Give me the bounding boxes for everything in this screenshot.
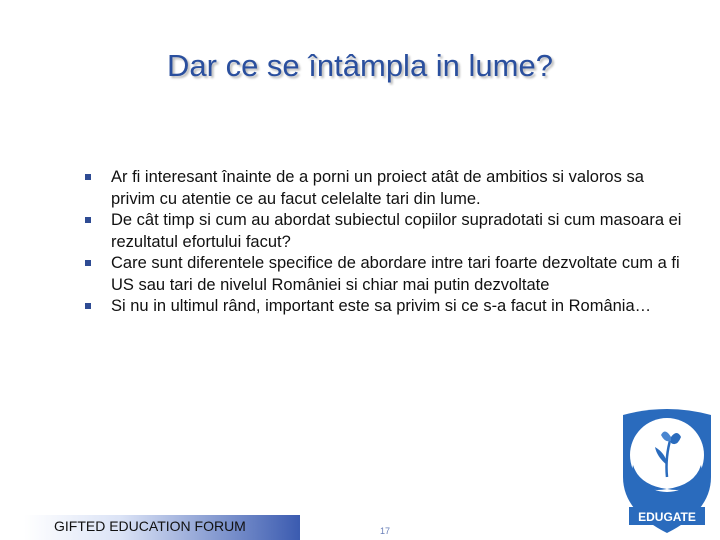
bullet-item	[85, 253, 685, 296]
bullet-text: Si nu in ultimul rând, important este sa privim si ce s-a facut in România…	[111, 297, 652, 315]
square-bullet-icon	[85, 174, 91, 180]
bullet-text: Care sunt diferentele specifice de abordare intre tari foarte dezvoltate cum a fi US sau tari de nivelul României si chiar mai putin dezvoltate	[111, 254, 680, 294]
page-number: 17	[380, 526, 391, 536]
bullet-text: Ar fi interesant înainte de a porni un proiect atât de ambitios si valoros sa privim cu atentie ce au facut celelalte tari din lume.	[111, 168, 644, 208]
square-bullet-icon	[85, 303, 91, 309]
footer-label: GIFTED EDUCATION FORUM	[54, 518, 246, 534]
bullet-item	[85, 210, 685, 253]
slide-title: Dar ce se întâmpla in lume?	[167, 48, 553, 83]
logo-text: EDUGATE	[638, 510, 696, 524]
bullet-list	[85, 167, 685, 318]
bullet-item	[85, 167, 685, 210]
edugate-logo	[621, 407, 713, 535]
footer-bar	[24, 515, 300, 540]
bullet-text: De cât timp si cum au abordat subiectul copiilor supradotati si cum masoara ei rezultatul efortului facut?	[111, 211, 682, 251]
square-bullet-icon	[85, 260, 91, 266]
square-bullet-icon	[85, 217, 91, 223]
bullet-item	[85, 296, 685, 318]
